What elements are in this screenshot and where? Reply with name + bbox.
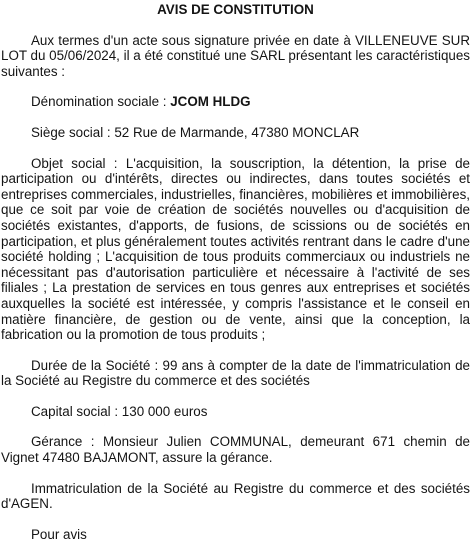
denomination-label: Dénomination sociale : xyxy=(31,94,171,110)
company-name: JCOM HLDG xyxy=(170,94,251,110)
notice-title: AVIS DE CONSTITUTION xyxy=(157,2,314,17)
duree-paragraph: Durée de la Société : 99 ans à compter de la date de l'immatriculation de la Société au Registre du commerce et des sociétés xyxy=(1,357,470,389)
closing-paragraph: Pour avis xyxy=(31,526,87,542)
immatriculation-paragraph: Immatriculation de la Société au Registre du commerce et des sociétés d'AGEN. xyxy=(1,480,470,512)
siege-paragraph: Siège social : 52 Rue de Marmande, 47380 MONCLAR xyxy=(31,124,360,140)
intro-paragraph: Aux termes d'un acte sous signature privée en date à VILLENEUVE SUR LOT du 05/06/2024, il a été constitué une SARL présentant les caractéristiques suivantes : xyxy=(1,32,470,79)
objet-paragraph: Objet social : L'acquisition, la souscription, la détention, la prise de participation ou d'intérêts, directes ou indirectes, dans toutes sociétés et entreprises commerciales, industrielles, financières, mobilières et immobilières, que ce soit par voie de création de sociétés nouvelles ou d'acquisition de sociétés existantes, d'apports, de fusions, de scissions ou de sociétés en participation, et plus généralement toutes activités rentrant dans le cadre d'une société holding ; L'acquisition de tous produits commerciaux ou industriels ne nécessitant pas d'autorisation particulière et nécessaire à l'activité de ses filiales ; La prestation de services en tous genres aux entreprises et sociétés auxquelles la société est intéressée, y compris l'assistance et le conseil en matière financière, de gestion ou de vente, ainsi que la conception, la fabrication ou la promotion de tous produits ; xyxy=(1,155,470,343)
denomination-paragraph xyxy=(1,94,470,110)
capital-paragraph: Capital social : 130 000 euros xyxy=(31,403,208,419)
gerance-paragraph: Gérance : Monsieur Julien COMMUNAL, demeurant 671 chemin de Vignet 47480 BAJAMONT, assure la gérance. xyxy=(1,434,470,466)
